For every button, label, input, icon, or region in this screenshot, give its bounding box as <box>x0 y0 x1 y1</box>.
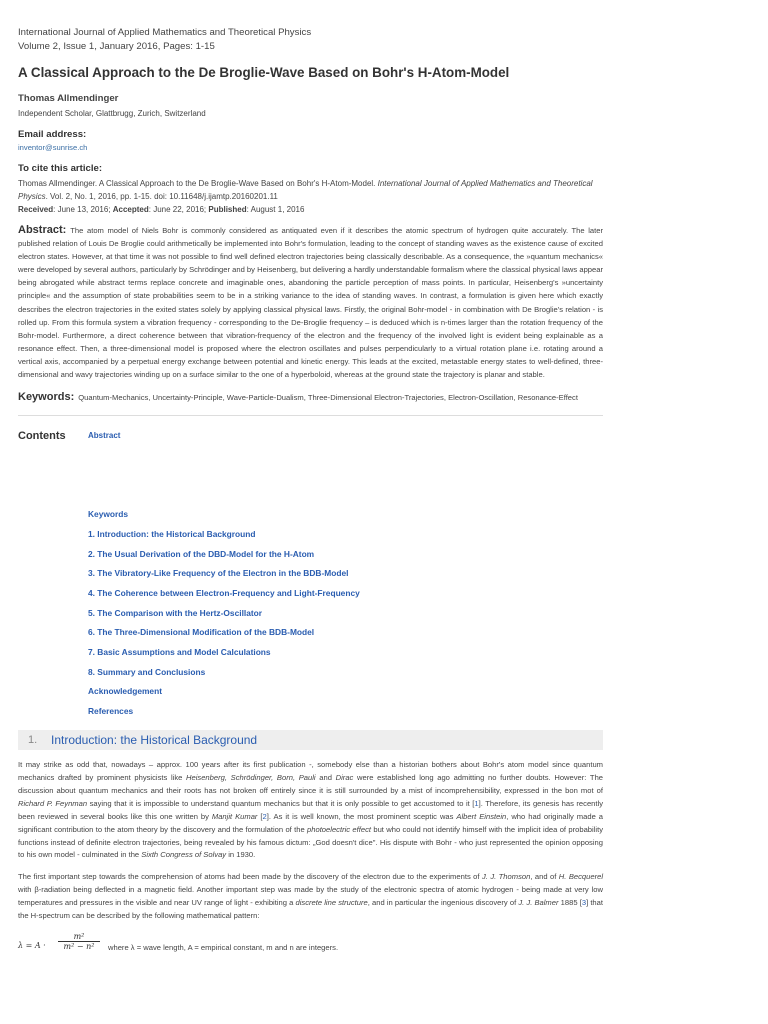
article-dates <box>18 203 603 216</box>
ref-link-2[interactable]: 2 <box>262 811 267 821</box>
p2-text-f: ] that the H-spectrum can be described by the following mathematical pattern: <box>18 898 603 921</box>
p1-and: and <box>315 773 336 783</box>
toc-link-section-5[interactable]: 5. The Comparison with the Hertz-Oscillator <box>88 607 263 618</box>
p2-balmer: J. J. Balmer <box>518 898 559 908</box>
p2-text-b: , and of <box>530 872 559 882</box>
published-label: Published <box>208 205 247 214</box>
formula-denominator: m² − n² <box>63 942 95 951</box>
p1-solvay: Sixth Congress of Solvay <box>141 850 227 860</box>
toc-link-section-1[interactable]: 1. Introduction: the Historical Background <box>88 528 256 539</box>
formula-fraction <box>58 932 100 951</box>
section-number: 1. <box>28 734 38 747</box>
journal-name: International Journal of Applied Mathematics and Theoretical Physics <box>18 27 312 38</box>
p1-einstein: Albert Einstein <box>456 811 507 821</box>
abstract-block <box>18 224 603 381</box>
p1-text-g: , who had originally made a significant contribution to the atom theory by the discovery and the formulation of the <box>18 811 603 834</box>
toc-link-section-6[interactable]: 6. The Three-Dimensional Modification of the BDB-Model <box>88 627 315 638</box>
toc-link-section-7[interactable]: 7. Basic Assumptions and Model Calculations <box>88 646 271 657</box>
formula-numerator: m² <box>58 932 100 942</box>
contents-section <box>18 425 603 725</box>
cite-label: To cite this article: <box>18 163 103 174</box>
author-name: Thomas Allmendinger <box>18 93 119 104</box>
received-label: Received <box>18 205 54 214</box>
keywords-text: Quantum-Mechanics, Uncertainty-Principle, Wave-Particle-Dualism, Three-Dimensional Electron-Trajectories, Electron-Oscillation, Resonance-Effect <box>78 393 578 403</box>
p1-feynman: Richard P. Feynman <box>18 798 88 808</box>
toc-list <box>88 509 360 726</box>
accepted-date: : June 22, 2016; <box>148 205 209 214</box>
divider <box>18 415 603 416</box>
p1-kumar: Manjit Kumar <box>211 811 258 821</box>
abstract-text: The atom model of Niels Bohr is commonly considered as antiquated even if it describes the atomic spectrum of hydrogen quite accurately. The later published relation of Louis De Broglie could arithmetically be implemented into Bohr's formulation, leading to the concept of standing waves as the existence cause of excited electron states. However, at that time it was not possible to find well defined electron trajectories being classically describable. As a consequence, the »quantum mechanics« were developed by several authors, particularly by Schrödinger and by Heisenberg, but delivering a hardly understandable formalism where the classical physical laws appear being abrogated while abstract terms replace concrete and imaginable ones, abandoning the particle perception of mass points. In particular, Heisenberg's »uncertainty principle« and the assumption of state probabilities seem to be in a striking variance to the idea of standing waves. In contrast, a formulation is given here which exactly describes the electron trajectories in the exited states solely by applying classical physical laws. Firstly, the original Bohr-model - in combination with De Broglie's relation - is rolled up. From this formula system a vibration frequency - corresponding to the De-Broglie frequency – is deduced which is n-times larger than the rotation frequency of the Bohr-model. Furthermore, a direct coherence between that vibration-frequency of the electron and the frequency of the involved light is evident being explainable as a resonance effect. Then, a three-dimensional model is proposed where the electron oscillates and pulses perpendicularly to a virtual rotation plane i.e. rotating around a vertical axis, accompanied by a perpetual energy exchange between potential and kinetic energy. This leads at the excited, metastable energy states to well-defined, three-dimensional and wavy trajectories winding up on a surface similar to the one of a hyperboloid, whereas at the ground state the trajectory is planar and stable. <box>18 226 603 380</box>
received-date: : June 13, 2016; <box>53 205 113 214</box>
ref-link-1[interactable]: 1 <box>474 798 479 808</box>
p1-dirac: Dirac <box>335 773 354 783</box>
toc-link-keywords[interactable]: Keywords <box>88 509 129 520</box>
keywords-block <box>18 391 603 404</box>
p2-text-c: with β-radiation being deflected in a magnetic field. Another important step was made by the study of the electronic spectra of atomic hydrogen - being made at very low temperatures and pressures in the visible and near UV range of light - exhibiting a <box>18 885 603 908</box>
published-date: : August 1, 2016 <box>246 205 305 214</box>
article-page <box>18 26 603 960</box>
email-label: Email address: <box>18 129 87 140</box>
citation-plain: Thomas Allmendinger. A Classical Approach to the De Broglie-Wave Based on Bohr's H-Atom-Model. <box>18 179 378 188</box>
article-title: A Classical Approach to the De Broglie-Wave Based on Bohr's H-Atom-Model <box>18 65 510 80</box>
abstract-heading: Abstract: <box>18 224 67 236</box>
p2-discrete: discrete line structure <box>295 898 368 908</box>
p1-text-b: were established long ago admitting no further doubts. However: The discussion about quantum mechanics and their roots has not broken off entirely since it is still surrounded by a mist of incomprehensibility, expressed in the bon mot of <box>18 773 604 795</box>
p2-becquerel: H. Becquerel <box>558 872 604 882</box>
section-1-heading <box>18 728 603 750</box>
p2-text-e: 1885 [ <box>558 898 582 908</box>
accepted-label: Accepted <box>112 205 149 214</box>
journal-issue: Volume 2, Issue 1, January 2016, Pages: 1-15 <box>18 41 215 52</box>
p1-text-d: ]. Therefore, its genesis has recently been reviewed in several books like this one written by <box>18 798 603 821</box>
toc-link-abstract[interactable]: Abstract <box>88 431 121 441</box>
intro-paragraph-1 <box>18 759 603 862</box>
toc-link-acknowledgement[interactable]: Acknowledgement <box>88 686 162 697</box>
balmer-formula <box>18 930 603 960</box>
p1-text-c: saying that it is impossible to understand quantum mechanics but that it is only possible to get accustomed to it [ <box>87 798 475 808</box>
formula-explanation: where λ = wave length, A = empirical constant, m and n are integers. <box>108 943 339 952</box>
p1-text-h: but who could not identify himself with the implicit idea of probability functions instead of definite electron trajectories, being revealed by his famous dictum: „God doesn't dice". His dispute with Bohr - who just represented the opinion opposing to his own model - culminated in the <box>18 824 603 860</box>
p2-thomson: J. J. Thomson <box>481 872 531 882</box>
intro-paragraph-2 <box>18 871 603 923</box>
email-link[interactable]: inventor@sunrise.ch <box>18 143 88 152</box>
toc-link-section-3[interactable]: 3. The Vibratory-Like Frequency of the Electron in the BDB-Model <box>88 568 349 579</box>
p1-text-a: It may strike as odd that, nowadays – approx. 100 years after its first publication -, somebody else than a historian bothers about Bohr's atom model since quantum mechanics drafted by prominent physicists like <box>18 760 603 783</box>
p1-text-i: in 1930. <box>226 850 256 860</box>
contents-title: Contents <box>18 430 66 443</box>
p2-text-a: The first important step towards the comprehension of atoms had been made by the discovery of the electron due to the experiments of <box>18 872 482 882</box>
p1-text-e: [ <box>257 811 263 821</box>
p1-text-f: ]. As it is well known, the most prominent sceptic was <box>266 811 457 821</box>
section-title: Introduction: the Historical Background <box>51 733 258 748</box>
citation-text <box>18 177 603 203</box>
author-affiliation: Independent Scholar, Glattbrugg, Zurich, Switzerland <box>18 109 206 118</box>
p2-text-d: , and in particular the ingenious discovery of <box>367 898 519 908</box>
toc-link-section-8[interactable]: 8. Summary and Conclusions <box>88 666 206 677</box>
citation-journal: International Journal of Applied Mathematics and Theoretical Physics <box>18 179 593 201</box>
toc-link-references[interactable]: References <box>88 706 134 716</box>
toc-link-section-2[interactable]: 2. The Usual Derivation of the DBD-Model for the H-Atom <box>88 548 315 559</box>
p1-names: Heisenberg, Schrödinger, Born, Pauli <box>186 773 316 783</box>
formula-lhs: λ = A · <box>18 941 46 950</box>
citation-rest: . Vol. 2, No. 1, 2016, pp. 1-15. doi: 10.11648/j.ijamtp.20160201.11 <box>45 192 278 201</box>
ref-link-3[interactable]: 3 <box>581 898 587 908</box>
p1-photoelectric: photoelectric effect <box>307 824 372 834</box>
toc-link-section-4[interactable]: 4. The Coherence between Electron-Frequency and Light-Frequency <box>88 587 360 598</box>
keywords-heading: Keywords: <box>18 391 75 404</box>
